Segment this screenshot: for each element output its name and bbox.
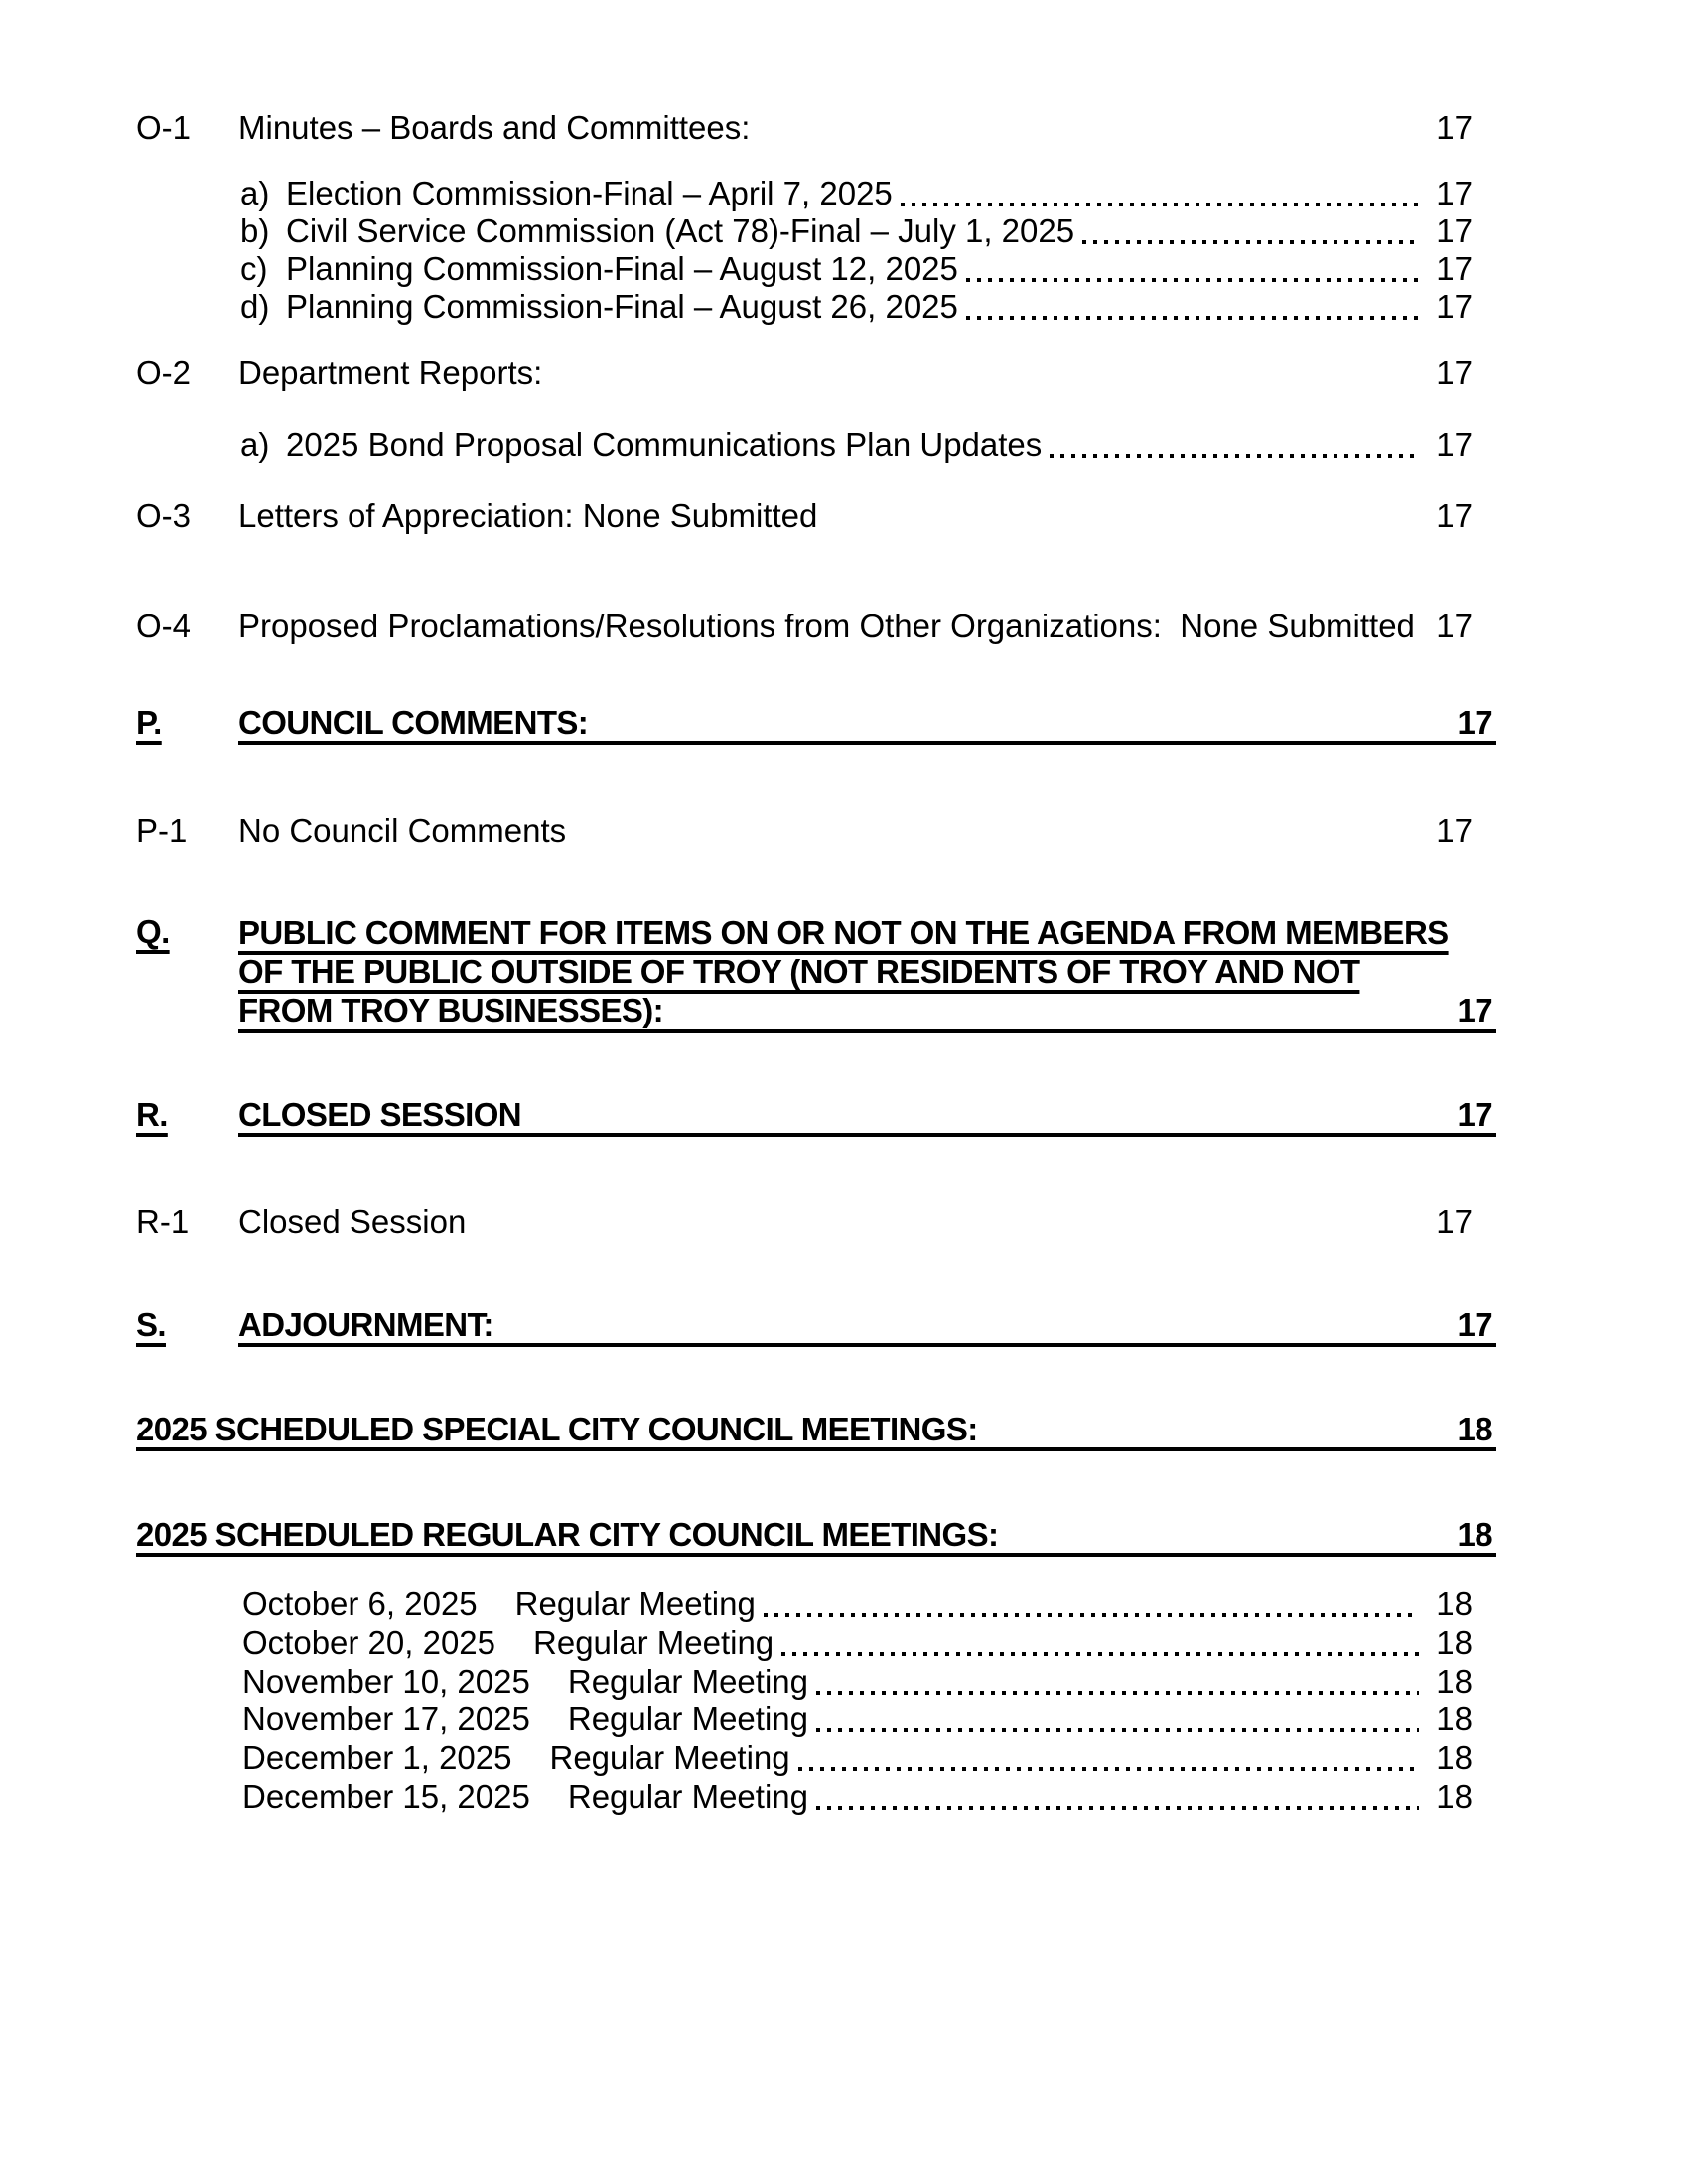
entry-text: Closed Session <box>238 1203 467 1240</box>
subentry-marker: c) <box>240 250 268 287</box>
entry-page-number: 17 <box>1457 704 1492 741</box>
heading-label: P. <box>136 704 162 741</box>
meeting-type: Regular Meeting <box>533 1624 774 1661</box>
heading-label: R. <box>136 1096 168 1133</box>
heading-text: CLOSED SESSION <box>238 1096 521 1133</box>
meeting-date: November 17, 2025 <box>242 1701 530 1737</box>
toc-entry-o1 <box>136 109 1473 146</box>
toc-subentry <box>240 288 1473 325</box>
toc-entry-o2 <box>136 354 1473 391</box>
heading-text: COUNCIL COMMENTS: <box>238 704 589 741</box>
subentry-text: 2025 Bond Proposal Communications Plan Updates <box>286 426 1043 463</box>
entry-label: O-4 <box>136 608 192 644</box>
entry-label: O-3 <box>136 497 192 534</box>
dot-leader <box>816 1691 1419 1695</box>
dot-leader <box>764 1613 1419 1617</box>
toc-entry-r1 <box>136 1203 1473 1240</box>
entry-text: Letters of Appreciation: None Submitted <box>238 497 818 534</box>
toc-entry-p1 <box>136 812 1473 849</box>
heading-underline <box>136 1516 1496 1557</box>
entry-page-number: 18 <box>1436 1585 1473 1622</box>
dot-leader <box>966 316 1419 320</box>
entry-page-number: 17 <box>1436 109 1473 146</box>
heading-underline <box>238 991 1496 1033</box>
toc-subentry <box>240 250 1473 287</box>
toc-entry-o3 <box>136 497 1473 534</box>
heading-label: Q. <box>136 913 170 950</box>
heading-label: S. <box>136 1306 166 1343</box>
entry-text: No Council Comments <box>238 812 567 849</box>
toc-heading-s <box>136 1306 1496 1347</box>
toc-subentry <box>240 212 1473 249</box>
meeting-entry <box>242 1739 1473 1776</box>
subentry-marker: a) <box>240 426 270 463</box>
entry-text: Department Reports: <box>238 354 543 391</box>
dot-leader <box>816 1806 1419 1810</box>
entry-page-number: 17 <box>1436 1203 1473 1240</box>
entry-page-number: 18 <box>1436 1663 1473 1700</box>
meeting-entry <box>242 1624 1473 1661</box>
toc-heading-r <box>136 1096 1496 1137</box>
entry-page-number: 17 <box>1457 1306 1492 1343</box>
subentry-text: Election Commission-Final – April 7, 2025 <box>286 175 893 211</box>
toc-heading-q <box>136 913 1496 1033</box>
heading-underline <box>136 1411 1496 1451</box>
heading-text: 2025 SCHEDULED SPECIAL CITY COUNCIL MEETINGS: <box>136 1411 978 1447</box>
entry-text: Proposed Proclamations/Resolutions from Other Organizations: None Submitted <box>238 608 1415 644</box>
meeting-date: December 15, 2025 <box>242 1778 530 1815</box>
subentry-text: Planning Commission-Final – August 12, 2025 <box>286 250 958 287</box>
entry-page-number: 17 <box>1436 212 1473 249</box>
subentry-text: Civil Service Commission (Act 78)-Final – July 1, 2025 <box>286 212 1075 249</box>
meeting-entry <box>242 1663 1473 1700</box>
heading-underline <box>238 1306 1496 1347</box>
heading-text-line2: OF THE PUBLIC OUTSIDE OF TROY (NOT RESIDENTS OF TROY AND NOT <box>238 953 1360 990</box>
heading-text: 2025 SCHEDULED REGULAR CITY COUNCIL MEETINGS: <box>136 1516 999 1553</box>
dot-leader <box>798 1767 1419 1771</box>
dot-leader <box>816 1728 1419 1732</box>
heading-text-block <box>238 913 1496 1033</box>
heading-text-line3: FROM TROY BUSINESSES): <box>238 992 664 1028</box>
entry-page-number: 17 <box>1436 608 1473 644</box>
meeting-type: Regular Meeting <box>567 1701 808 1737</box>
entry-page-number: 18 <box>1436 1778 1473 1815</box>
entry-page-number: 17 <box>1436 250 1473 287</box>
entry-text: Minutes – Boards and Committees: <box>238 109 751 146</box>
dot-leader <box>1082 240 1419 244</box>
entry-page-number: 17 <box>1436 175 1473 211</box>
entry-page-number: 18 <box>1457 1411 1492 1447</box>
meeting-type: Regular Meeting <box>567 1663 808 1700</box>
entry-page-number: 17 <box>1436 812 1473 849</box>
toc-subentry <box>240 426 1473 463</box>
entry-page-number: 17 <box>1436 354 1473 391</box>
entry-page-number: 18 <box>1436 1739 1473 1776</box>
entry-page-number: 17 <box>1457 992 1492 1028</box>
entry-page-number: 18 <box>1436 1701 1473 1737</box>
heading-underline <box>238 704 1496 745</box>
meeting-type: Regular Meeting <box>567 1778 808 1815</box>
subentry-marker: b) <box>240 212 270 249</box>
entry-page-number: 17 <box>1457 1096 1492 1133</box>
subentry-marker: d) <box>240 288 270 325</box>
entry-page-number: 18 <box>1457 1516 1492 1553</box>
meeting-date: December 1, 2025 <box>242 1739 512 1776</box>
entry-label: R-1 <box>136 1203 190 1240</box>
entry-label: P-1 <box>136 812 188 849</box>
entry-label: O-1 <box>136 109 192 146</box>
heading-underline <box>238 1096 1496 1137</box>
dot-leader <box>966 278 1419 282</box>
dot-leader <box>781 1652 1419 1656</box>
meeting-date: November 10, 2025 <box>242 1663 530 1700</box>
heading-text: ADJOURNMENT: <box>238 1306 493 1343</box>
entry-page-number: 17 <box>1436 288 1473 325</box>
meeting-type: Regular Meeting <box>514 1585 756 1622</box>
entry-label: O-2 <box>136 354 192 391</box>
toc-heading-p <box>136 704 1496 745</box>
meeting-date: October 6, 2025 <box>242 1585 478 1622</box>
subentry-marker: a) <box>240 175 270 211</box>
subentry-text: Planning Commission-Final – August 26, 2025 <box>286 288 958 325</box>
toc-entry-o4 <box>136 608 1473 644</box>
dot-leader <box>1050 454 1419 458</box>
meeting-type: Regular Meeting <box>549 1739 790 1776</box>
entry-page-number: 18 <box>1436 1624 1473 1661</box>
toc-heading-regular-meetings <box>136 1516 1496 1557</box>
meeting-entry <box>242 1778 1473 1815</box>
dot-leader <box>901 203 1419 206</box>
heading-text-line1: PUBLIC COMMENT FOR ITEMS ON OR NOT ON THE AGENDA FROM MEMBERS <box>238 914 1449 951</box>
meeting-entry <box>242 1585 1473 1622</box>
toc-subentry <box>240 175 1473 211</box>
meeting-date: October 20, 2025 <box>242 1624 496 1661</box>
entry-page-number: 17 <box>1436 497 1473 534</box>
toc-heading-special-meetings <box>136 1411 1496 1451</box>
entry-page-number: 17 <box>1436 426 1473 463</box>
meeting-entry <box>242 1701 1473 1737</box>
